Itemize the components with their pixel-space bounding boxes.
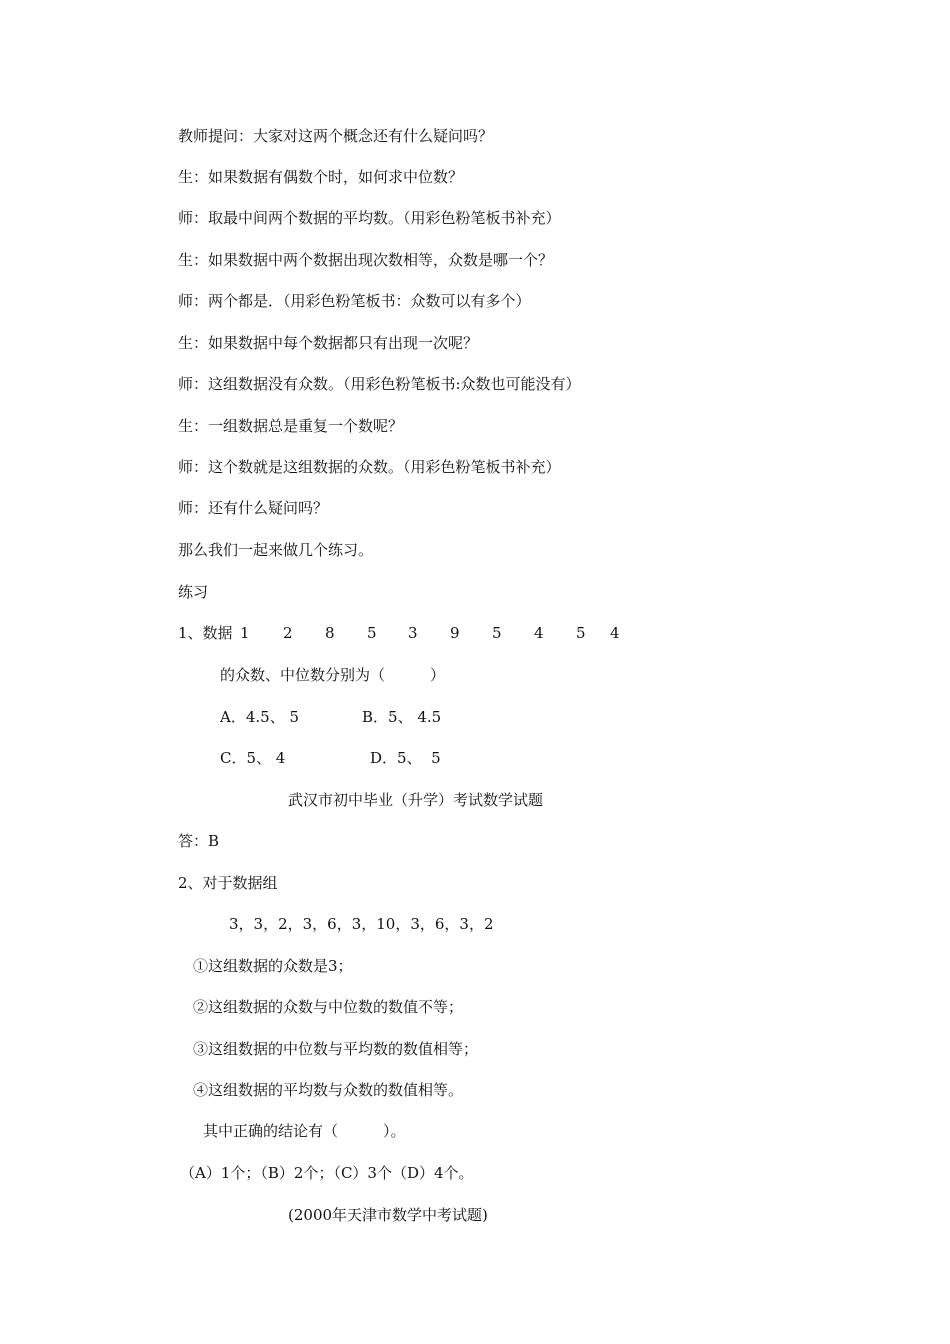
section-title: 练习 (178, 583, 209, 601)
q1-number: 4 (534, 624, 544, 642)
q1-option-b: B．5、 4.5 (362, 708, 442, 726)
q2-data: 3，3，2，3，6，3，10，3，6，3，2 (229, 915, 494, 933)
q1-stem: 的众数、中位数分别为（ ） (220, 666, 446, 684)
q2-statement: ③这组数据的中位数与平均数的数值相等； (193, 1040, 479, 1058)
dialogue-line: 生：一组数据总是重复一个数呢？ (178, 417, 404, 435)
q1-source: 武汉市初中毕业（升学）考试数学试题 (288, 791, 544, 809)
q1-number: 9 (450, 624, 460, 642)
dialogue-line: 生：如果数据有偶数个时，如何求中位数？ (178, 168, 464, 186)
dialogue-line: 生：如果数据中两个数据出现次数相等，众数是哪一个？ (178, 251, 554, 269)
q2-source: (2000年天津市数学中考试题) (288, 1206, 488, 1224)
dialogue-line: 师：还有什么疑问吗？ (178, 499, 329, 517)
dialogue-line: 师：取最中间两个数据的平均数。（用彩色粉笔板书补充） (178, 209, 561, 227)
dialogue-line: 教师提问：大家对这两个概念还有什么疑问吗？ (178, 127, 494, 145)
q1-option-d: D．5、 5 (370, 749, 441, 767)
q1-option-a: A．4.5、 5 (220, 708, 299, 726)
q1-number: 4 (610, 624, 620, 642)
q1-prefix: 1、数据 (178, 624, 233, 642)
dialogue-line: 生：如果数据中每个数据都只有出现一次呢？ (178, 334, 479, 352)
dialogue-line: 师：两个都是．（用彩色粉笔板书：众数可以有多个） (178, 292, 531, 310)
q1-number: 1 (240, 624, 250, 642)
q1-answer: 答：B (178, 832, 220, 850)
q2-question: 其中正确的结论有（ ）。 (203, 1122, 406, 1140)
q2-statement: ②这组数据的众数与中位数的数值不等； (193, 998, 464, 1016)
q1-number: 2 (283, 624, 293, 642)
q2-statement: ④这组数据的平均数与众数的数值相等。 (193, 1081, 464, 1099)
dialogue-line: 那么我们一起来做几个练习。 (178, 541, 374, 559)
dialogue-line: 师：这组数据没有众数。（用彩色粉笔板书:众数也可能没有） (178, 375, 581, 393)
q1-number: 3 (408, 624, 418, 642)
q2-prefix: 2、对于数据组 (178, 874, 278, 892)
q1-option-c: C．5、 4 (220, 749, 286, 767)
q1-number: 5 (576, 624, 586, 642)
q2-options: （A）1个；（B）2个；（C）3个（D）4个。 (180, 1164, 474, 1182)
q2-statement: ①这组数据的众数是3； (193, 957, 353, 975)
dialogue-line: 师：这个数就是这组数据的众数。（用彩色粉笔板书补充） (178, 458, 561, 476)
q1-number: 8 (325, 624, 335, 642)
q1-number: 5 (367, 624, 377, 642)
q1-number: 5 (492, 624, 502, 642)
